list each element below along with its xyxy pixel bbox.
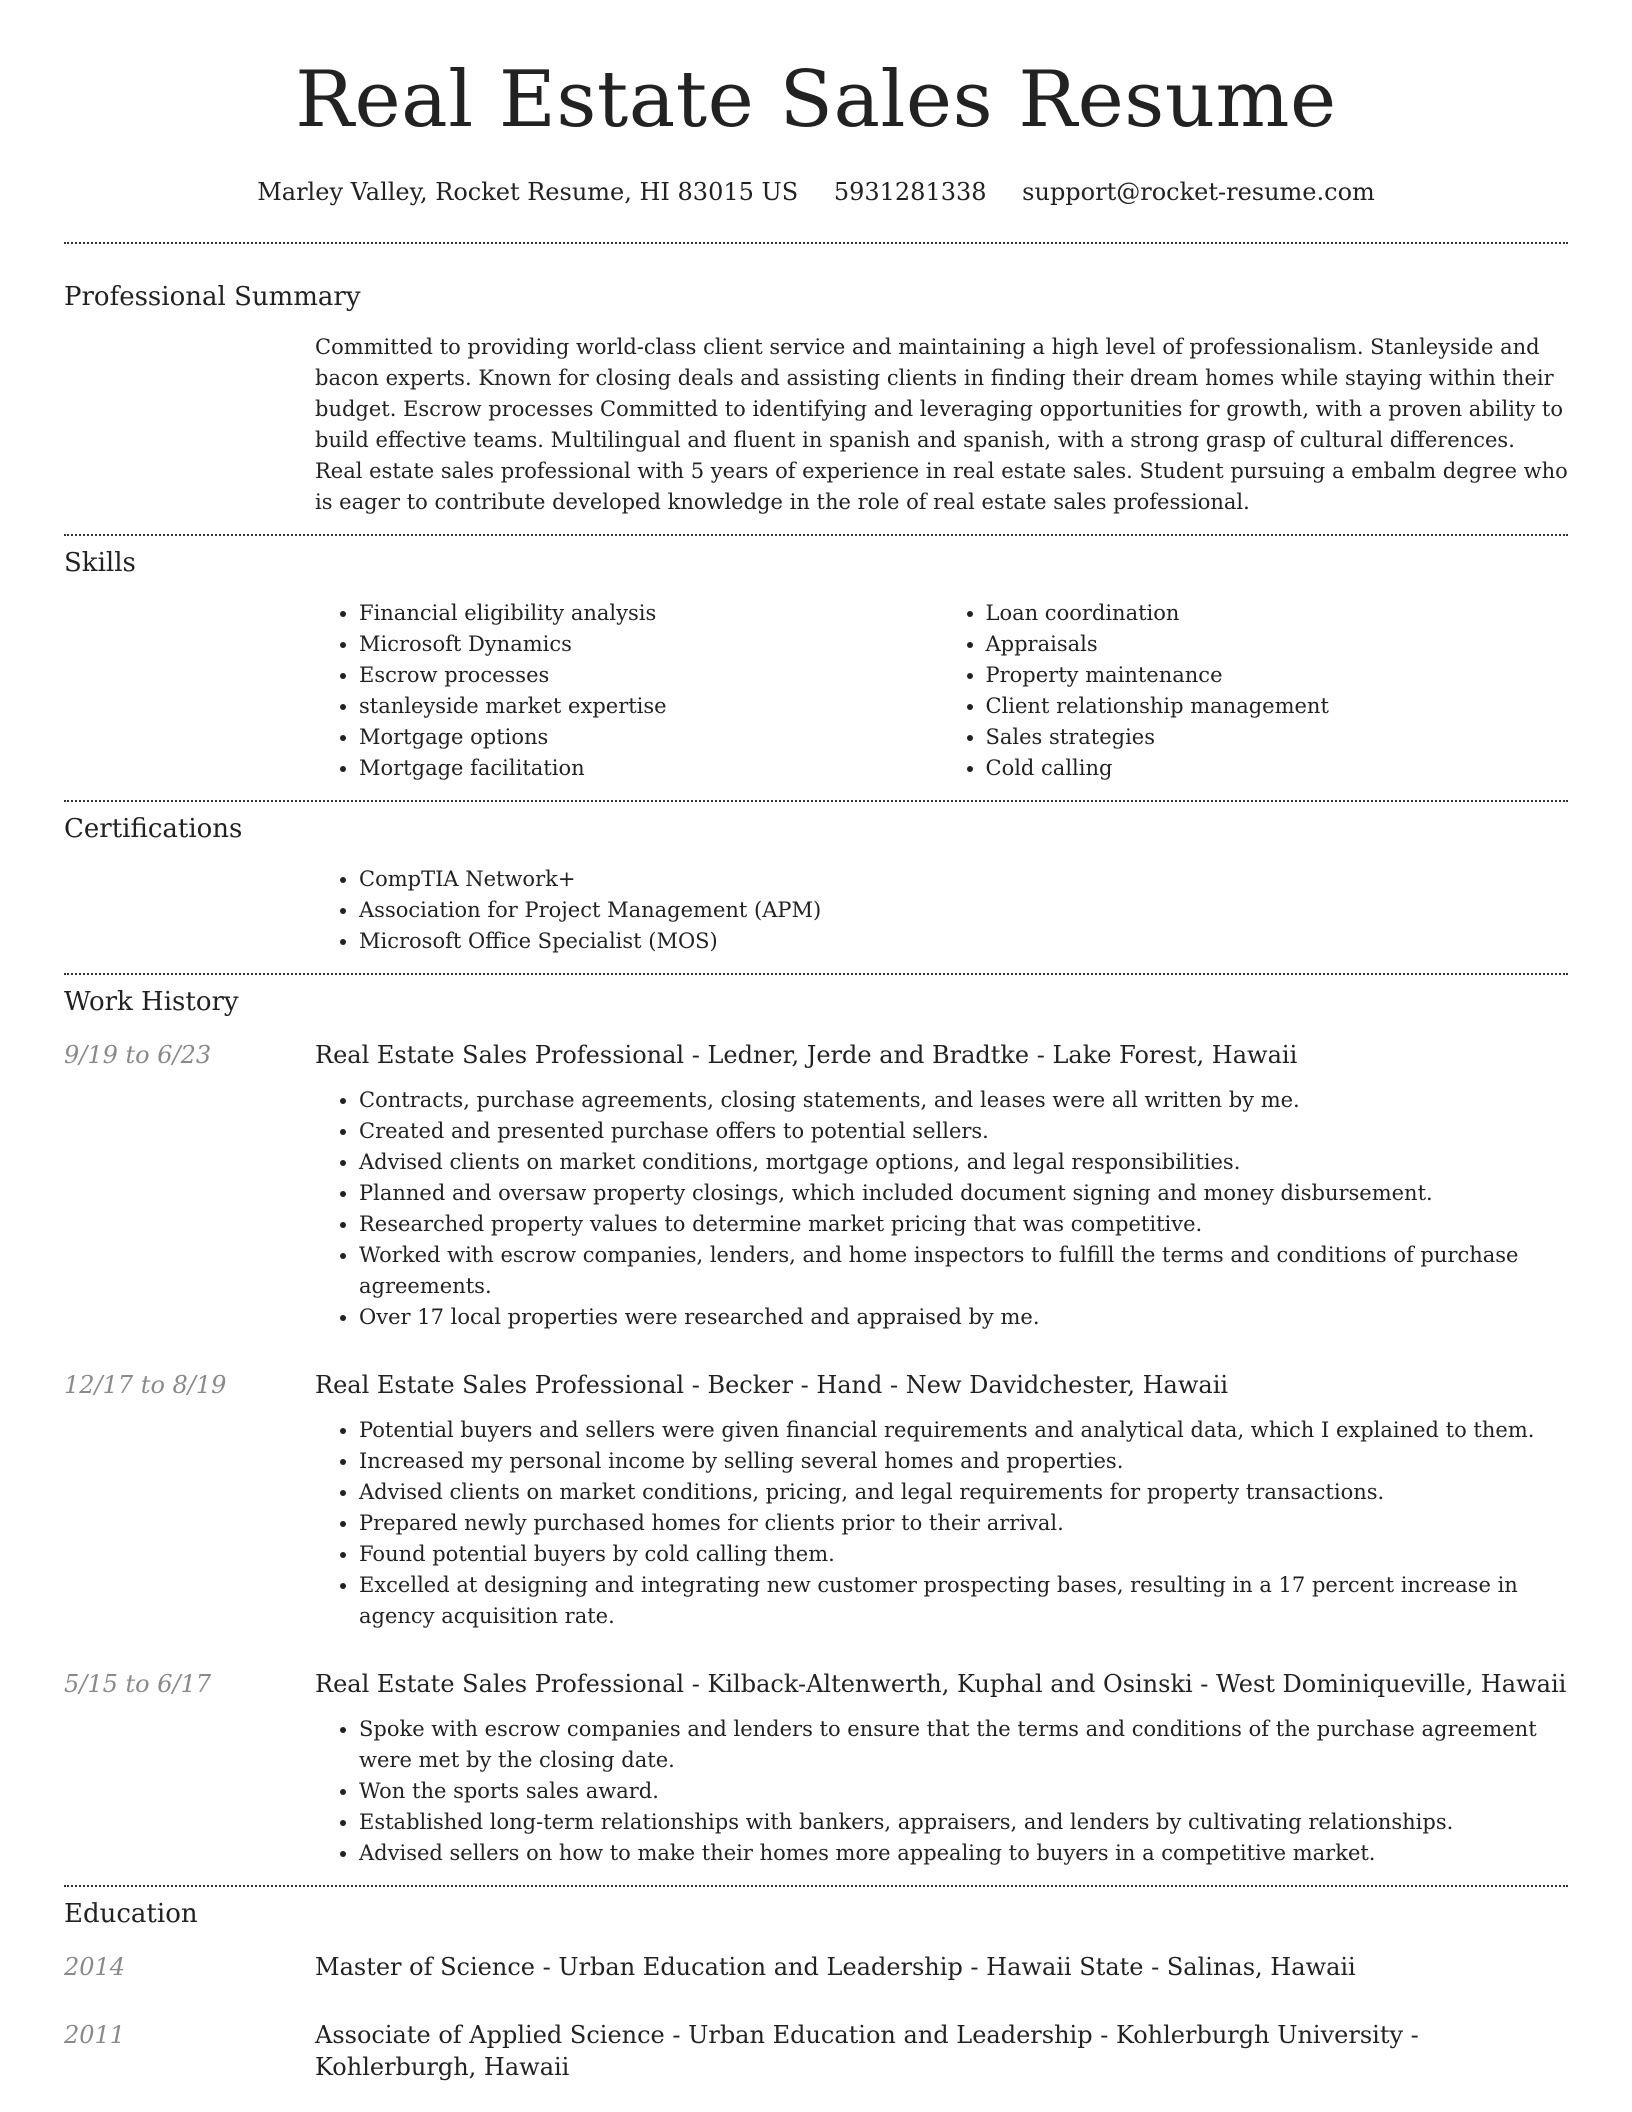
- certification-item: • Association for Project Management (APM): [359, 895, 1568, 926]
- skill-item: • Client relationship management: [986, 691, 1569, 722]
- job-date: 12/17 to 8/19: [64, 1371, 227, 1399]
- skills-grid: [315, 598, 1568, 784]
- job-bullets: [315, 1714, 1568, 1869]
- contact-email: support@rocket-resume.com: [1022, 178, 1375, 206]
- skills-list-right: [942, 598, 1569, 784]
- job-date: 9/19 to 6/23: [64, 1041, 212, 1069]
- job-title: Real Estate Sales Professional - Becker - Hand - New Davidchester, Hawaii: [315, 1371, 1229, 1399]
- job-details: [315, 1714, 1568, 1869]
- education-entry: [64, 1951, 1568, 1983]
- job-bullet: • Planned and oversaw property closings, which included document signing and money disbursement.: [359, 1178, 1568, 1209]
- job-bullet: • Created and presented purchase offers to potential sellers.: [359, 1116, 1568, 1147]
- skill-item: • Mortgage facilitation: [359, 753, 942, 784]
- contact-line: [64, 176, 1568, 208]
- job-bullet: • Advised sellers on how to make their homes more appealing to buyers in a competitive market.: [359, 1838, 1568, 1869]
- education-date: 2011: [64, 2021, 126, 2049]
- contact-address: Marley Valley, Rocket Resume, HI 83015 US: [257, 178, 799, 206]
- job-header: [64, 1668, 1568, 1700]
- job-bullet: • Potential buyers and sellers were given financial requirements and analytical data, which I explained to them.: [359, 1415, 1568, 1446]
- job-bullet: • Found potential buyers by cold calling them.: [359, 1539, 1568, 1570]
- job-bullet: • Increased my personal income by selling several homes and properties.: [359, 1446, 1568, 1477]
- work-section: [64, 975, 1568, 1885]
- resume-title: Real Estate Sales Resume: [295, 55, 1337, 145]
- summary-section: [64, 244, 1568, 534]
- skill-item: • Mortgage options: [359, 722, 942, 753]
- job-bullet: • Researched property values to determine market pricing that was competitive.: [359, 1209, 1568, 1240]
- job-bullet: • Established long-term relationships with bankers, appraisers, and lenders by cultivating relationships.: [359, 1807, 1568, 1838]
- skills-section: [64, 536, 1568, 800]
- job-entry: [64, 1668, 1568, 1869]
- job-bullet: • Over 17 local properties were researched and appraised by me.: [359, 1302, 1568, 1333]
- summary-text: Committed to providing world-class client service and maintaining a high level of professionalism. Stanleyside and bacon experts. Known for closing deals and assisting clients in finding their dream homes while staying within their budget. Escrow processes Committed to identifying and leveraging opportunities for growth, with a proven ability to build effective teams. Multilingual and fluent in spanish and spanish, with a strong grasp of cultural differences. Real estate sales professional with 5 years of experience in real estate sales. Student pursuing a embalm degree who is eager to contribute developed knowledge in the role of real estate sales professional.: [315, 335, 1568, 514]
- job-date: 5/15 to 6/17: [64, 1670, 212, 1698]
- job-title: Real Estate Sales Professional - Ledner, Jerde and Bradtke - Lake Forest, Hawaii: [315, 1041, 1298, 1069]
- summary-heading: Professional Summary: [64, 282, 361, 312]
- certification-item: • CompTIA Network+: [359, 864, 1568, 895]
- work-heading: Work History: [64, 987, 239, 1017]
- skill-item: • Escrow processes: [359, 660, 942, 691]
- job-bullets: [315, 1085, 1568, 1333]
- education-title: Associate of Applied Science - Urban Education and Leadership - Kohlerburgh University - Kohlerburgh, Hawaii: [315, 2021, 1419, 2081]
- job-bullet: • Worked with escrow companies, lenders, and home inspectors to fulfill the terms and conditions of purchase agreements.: [359, 1240, 1568, 1302]
- job-bullet: • Prepared newly purchased homes for clients prior to their arrival.: [359, 1508, 1568, 1539]
- summary-content: [315, 332, 1568, 518]
- job-bullet: • Spoke with escrow companies and lenders to ensure that the terms and conditions of the purchase agreement were met by the closing date.: [359, 1714, 1568, 1776]
- education-entry: [64, 2019, 1568, 2083]
- skills-heading: Skills: [64, 548, 136, 578]
- job-bullet: • Advised clients on market conditions, mortgage options, and legal responsibilities.: [359, 1147, 1568, 1178]
- job-bullet: • Advised clients on market conditions, pricing, and legal requirements for property transactions.: [359, 1477, 1568, 1508]
- education-date: 2014: [64, 1953, 126, 1981]
- education-section: [64, 1887, 1568, 2083]
- skill-item: • Appraisals: [986, 629, 1569, 660]
- skill-item: • Cold calling: [986, 753, 1569, 784]
- job-bullets: [315, 1415, 1568, 1632]
- education-title: Master of Science - Urban Education and Leadership - Hawaii State - Salinas, Hawaii: [315, 1953, 1356, 1981]
- job-bullet: • Excelled at designing and integrating new customer prospecting bases, resulting in a 17 percent increase in agency acquisition rate.: [359, 1570, 1568, 1632]
- job-details: [315, 1085, 1568, 1333]
- skill-item: • Sales strategies: [986, 722, 1569, 753]
- job-details: [315, 1415, 1568, 1632]
- resume-page: [64, 0, 1568, 2083]
- skill-item: • Financial eligibility analysis: [359, 598, 942, 629]
- job-header: [64, 1039, 1568, 1071]
- certifications-section: [64, 802, 1568, 973]
- skills-list-left: [315, 598, 942, 784]
- skill-item: • stanleyside market expertise: [359, 691, 942, 722]
- certification-item: • Microsoft Office Specialist (MOS): [359, 926, 1568, 957]
- job-header: [64, 1369, 1568, 1401]
- skill-item: • Loan coordination: [986, 598, 1569, 629]
- education-heading: Education: [64, 1899, 198, 1929]
- contact-phone: 5931281338: [833, 178, 987, 206]
- certifications-list: [315, 864, 1568, 957]
- skill-item: • Microsoft Dynamics: [359, 629, 942, 660]
- job-entry: [64, 1369, 1568, 1632]
- job-bullet: • Won the sports sales award.: [359, 1776, 1568, 1807]
- job-bullet: • Contracts, purchase agreements, closing statements, and leases were all written by me.: [359, 1085, 1568, 1116]
- certifications-content: [315, 864, 1568, 957]
- job-title: Real Estate Sales Professional - Kilback-Altenwerth, Kuphal and Osinski - West Dominiqueville, Hawaii: [315, 1670, 1567, 1698]
- skill-item: • Property maintenance: [986, 660, 1569, 691]
- certifications-heading: Certifications: [64, 814, 243, 844]
- job-entry: [64, 1039, 1568, 1333]
